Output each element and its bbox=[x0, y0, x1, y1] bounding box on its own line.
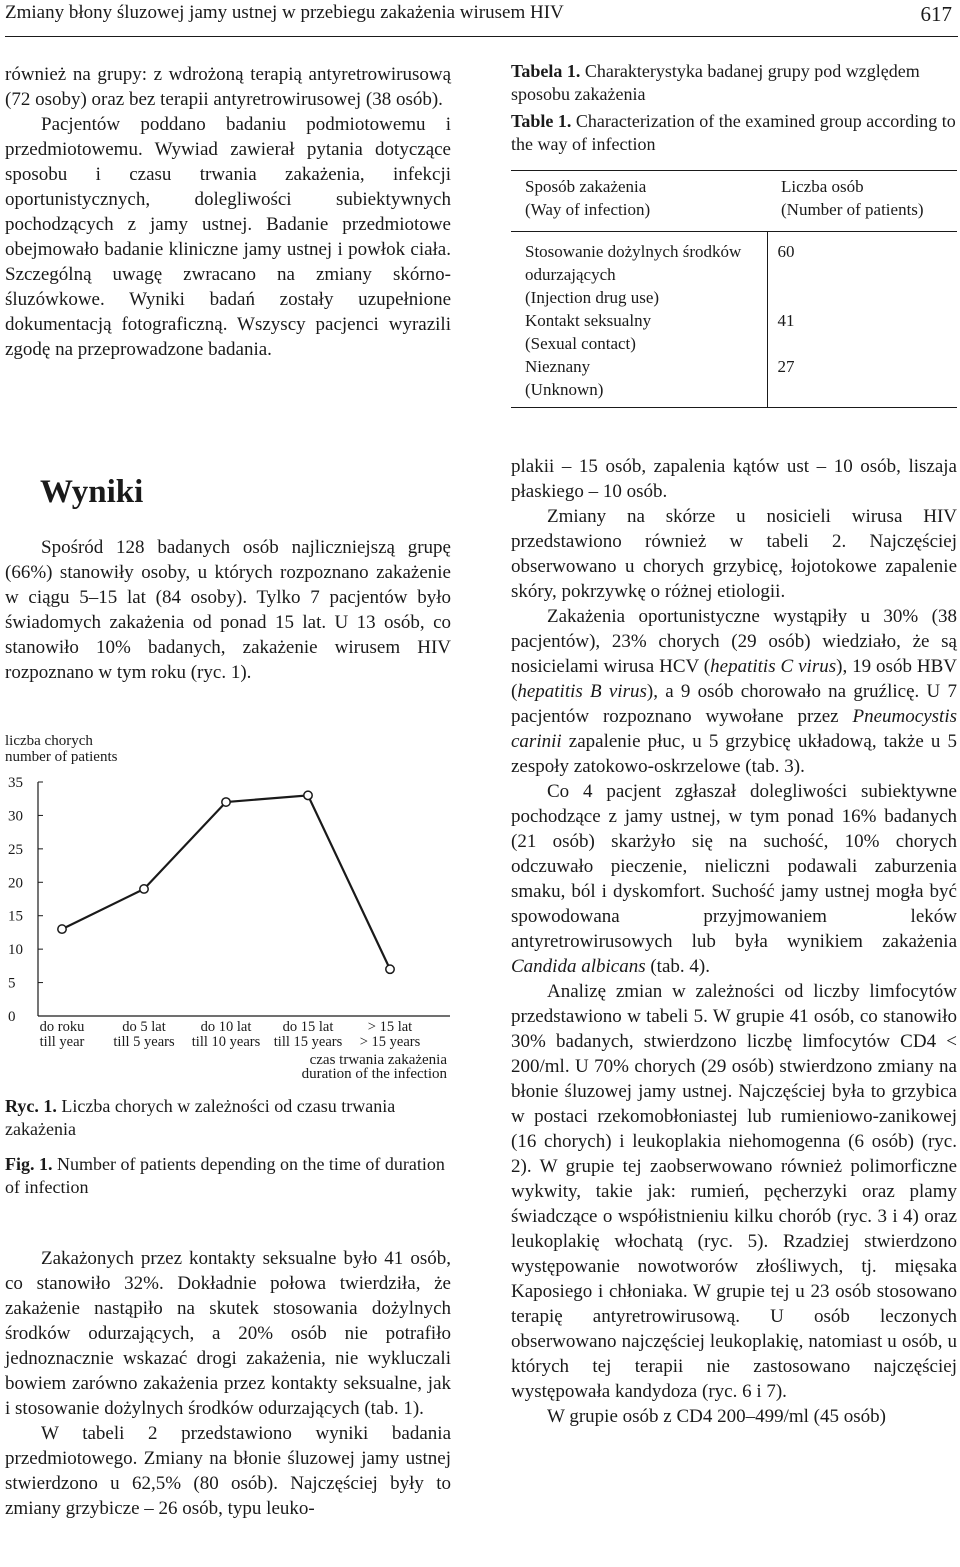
x-tick-label-en: till 5 years bbox=[113, 1034, 175, 1050]
table-header-count: Liczba osób (Number of patients) bbox=[781, 177, 924, 219]
table-row bbox=[511, 309, 957, 355]
results-paragraph: Spośród 128 badanych osób najliczniejszą grupę (66%) stanowiły osoby, u których rozpoznano zakażenie w ciągu 5–15 lat (84 osoby). Tylko 7 pacjentów było świadomych zakażenia od ponad 15 lat. U 13 osób, co stanowiło 10% badanych, zakażenie wirusem HIV rozpoznano w tym roku (ryc. 1). bbox=[5, 537, 451, 683]
figure-caption-pl: Liczba chorych w zależności od czasu trwania zakażenia bbox=[5, 1096, 396, 1139]
left-column-top bbox=[5, 62, 451, 362]
section-heading: Wyniki bbox=[40, 474, 144, 510]
data-point bbox=[386, 965, 394, 973]
paragraph: również na grupy: z wdrożoną terapią antyretrowirusową (72 osoby) oraz bez terapii antyretrowirusowej (38 osób). bbox=[5, 64, 451, 110]
paragraph: Zakażonych przez kontakty seksualne było 41 osób, co stanowiło 32%. Dokładnie połowa twierdziła, że zakażenie nastąpiło na skutek stosowania dożylnych środków odurzających, a 20% osób nie potrafiło jednoznacznie wskazać drogi zakażenia, nie wykluczali bowiem zarówno zakażenia przez kontakty seksualne, jak i stosowanie dożylnych środków odurzających (tab. 1). bbox=[5, 1248, 451, 1419]
y-tick-label: 20 bbox=[8, 875, 23, 892]
x-tick-label-en: till year bbox=[39, 1034, 85, 1050]
paragraph: Zakażenia oportunistyczne wystąpiły u 30% (38 pacjentów), 23% chorych (29 osób) wiedziało, że są nosicielami wirusa HCV (hepatitis C virus), 19 osób HBV (hepatitis B virus), a 9 osób chorowało na gruźlicę. U 7 pacjentów rozpoznano wywołane przez Pneumocystis carinii zapalenie płuc, u 5 grzybicę układową, także u 5 zespoły zatokowo-oskrzelowe (tab. 3). bbox=[511, 606, 958, 777]
paragraph: Pacjentów poddano badaniu podmiotowemu i przedmiotowemu. Wywiad zawierał pytania dotyczące sposobu i czasu trwania zakażenia, infekcji oportunistycznych, dolegliwości subiektywnych pochodzących z jamy ustnej. Badanie przedmiotowe obejmowało badanie kliniczne jamy ustnej i powłok ciała. Szczególną uwagę zwracano na zmiany skórno-śluzówkowe. Wyniki badań zostały uzupełnione dokumentacją fotograficzną. Wszyscy pacjenci wyrazili zgodę na przeprowadzone badania. bbox=[5, 114, 451, 360]
table-caption-pl: Charakterystyka badanej grupy pod względem sposobu zakażenia bbox=[511, 61, 920, 104]
paragraph: W grupie osób z CD4 200–499/ml (45 osób) bbox=[547, 1406, 886, 1427]
x-axis-label-en: duration of the infection bbox=[301, 1066, 447, 1082]
table-header-row bbox=[511, 171, 957, 232]
y-tick-label: 35 bbox=[8, 775, 23, 791]
data-point bbox=[304, 791, 312, 799]
x-tick-label-pl: do 15 lat bbox=[282, 1019, 334, 1035]
y-axis-label-en: number of patients bbox=[5, 749, 118, 765]
y-tick-label: 30 bbox=[8, 808, 23, 825]
right-column bbox=[511, 454, 957, 1429]
running-title: Zmiany błony śluzowej jamy ustnej w przebiegu zakażenia wirusem HIV bbox=[5, 2, 564, 23]
paragraph: W tabeli 2 przedstawiono wyniki badania przedmiotowego. Zmiany na błonie śluzowej jamy ustnej stwierdzono u 62,5% (80 osób). Najczęściej były to zmiany grzybicze – 26 osób, typu leuko- bbox=[5, 1423, 451, 1519]
x-tick-label-en: till 10 years bbox=[191, 1034, 261, 1050]
header-rule bbox=[5, 36, 958, 37]
patients-by-duration-chart bbox=[0, 720, 460, 1090]
table-cell-count: 27 bbox=[767, 355, 957, 408]
table-header-way: Sposób zakażenia (Way of infection) bbox=[525, 177, 651, 219]
y-tick-label: 5 bbox=[8, 975, 16, 992]
paragraph: plakii – 15 osób, zapalenia kątów ust – 10 osób, liszaja płaskiego – 10 osób. bbox=[511, 456, 957, 502]
x-axis-label-pl: czas trwania zakażenia bbox=[309, 1052, 447, 1068]
table-label-pl: Tabela 1. bbox=[511, 61, 581, 81]
infection-way-table bbox=[511, 170, 957, 408]
table-row bbox=[511, 232, 957, 310]
figure-caption bbox=[5, 1095, 451, 1199]
table-caption-en: Characterization of the examined group according to the way of infection bbox=[511, 111, 956, 154]
y-axis-label-pl: liczba chorych bbox=[5, 733, 93, 749]
x-tick-label-en: till 15 years bbox=[273, 1034, 343, 1050]
paragraph: Zmiany na skórze u nosicieli wirusa HIV przedstawiono również w tabeli 2. Najczęściej obserwowano u chorych grzybicę, łojotokowe zapalenie skóry, pokrzywkę o różnej etiologii. bbox=[511, 506, 957, 602]
table-cell-way: Nieznany (Unknown) bbox=[511, 355, 767, 408]
data-point bbox=[140, 885, 148, 893]
x-tick-label-pl: do roku bbox=[39, 1019, 85, 1035]
paragraph: Co 4 pacjent zgłaszał dolegliwości subiektywne pochodzące z jamy ustnej, w tym ponad 16% badanych (21 osób) skarżyło się na suchość, 10% chorych odczuwało pieczenie, nieliczni podawali zaburzenia smaku, ból i dyskomfort. Suchość jamy ustnej mogła być spowodowana przyjmowaniem leków antyretrowirusowych lub była wynikiem zakażenia Candida albicans (tab. 4). bbox=[511, 781, 957, 977]
table-caption bbox=[511, 60, 957, 156]
figure-label-en: Fig. 1. bbox=[5, 1154, 53, 1174]
y-tick-label: 15 bbox=[8, 908, 23, 925]
x-tick-label-pl: do 10 lat bbox=[200, 1019, 252, 1035]
left-column-bottom bbox=[5, 1246, 451, 1521]
table-cell-way: Kontakt seksualny (Sexual contact) bbox=[525, 311, 652, 353]
table-cell-way: Stosowanie dożylnych środków odurzających (Injection drug use) bbox=[525, 242, 742, 307]
paragraph: Analizę zmian w zależności od liczby limfocytów przedstawiono w tabeli 5. W grupie 41 osób, co stanowiło 30% badanych, stwierdzono liczbę limfocytów CD4 < 200/ml. U 70% chorych (29 osób) stwierdzono zmiany na błonie śluzowej jamy ustnej. Najczęściej była to grzybica w postaci rzekomobłoniastej lub rumieniowo-zanikowej (16 chorych) i leukoplakia niehomogenna (6 osób) (ryc. 2). W grupie tej zaobserwowano również polimorficzne wykwity, takie jak: rumień, pęcherzyki oraz plamy świadczące o współistnieniu kilku chorób (ryc. 3 i 4) oraz leukoplakię włochatą (ryc. 5). Rzadziej stwierdzono występowanie nowotworów złośliwych, tj. mięsaka Kaposiego i chłoniaka. W grupie tej u 23 osób stosowano terapię antyretrowirusową. U osób leczonych obserwowano najczęściej leukoplakię, natomiast u osób, u których tej terapii nie zastosowano najczęściej występowała kandydoza (ryc. 6 i 7). bbox=[511, 981, 957, 1402]
table-cell-count: 41 bbox=[767, 309, 957, 355]
figure-caption-en: Number of patients depending on the time of duration of infection bbox=[5, 1154, 445, 1197]
table-cell-count: 60 bbox=[767, 232, 957, 310]
x-tick-label-pl: do 5 lat bbox=[122, 1019, 166, 1035]
y-tick-label: 10 bbox=[8, 942, 23, 959]
table-label-en: Table 1. bbox=[511, 111, 572, 131]
y-tick-label: 25 bbox=[8, 841, 23, 858]
data-point bbox=[222, 798, 230, 806]
figure-label-pl: Ryc. 1. bbox=[5, 1096, 57, 1116]
x-tick-label-pl: > 15 lat bbox=[367, 1019, 413, 1035]
table-row bbox=[511, 355, 957, 408]
x-tick-label-en: > 15 years bbox=[359, 1034, 421, 1050]
data-point bbox=[58, 925, 66, 933]
series-line bbox=[62, 795, 390, 969]
page-number: 617 bbox=[920, 2, 952, 26]
y-tick-label: 0 bbox=[8, 1009, 16, 1025]
